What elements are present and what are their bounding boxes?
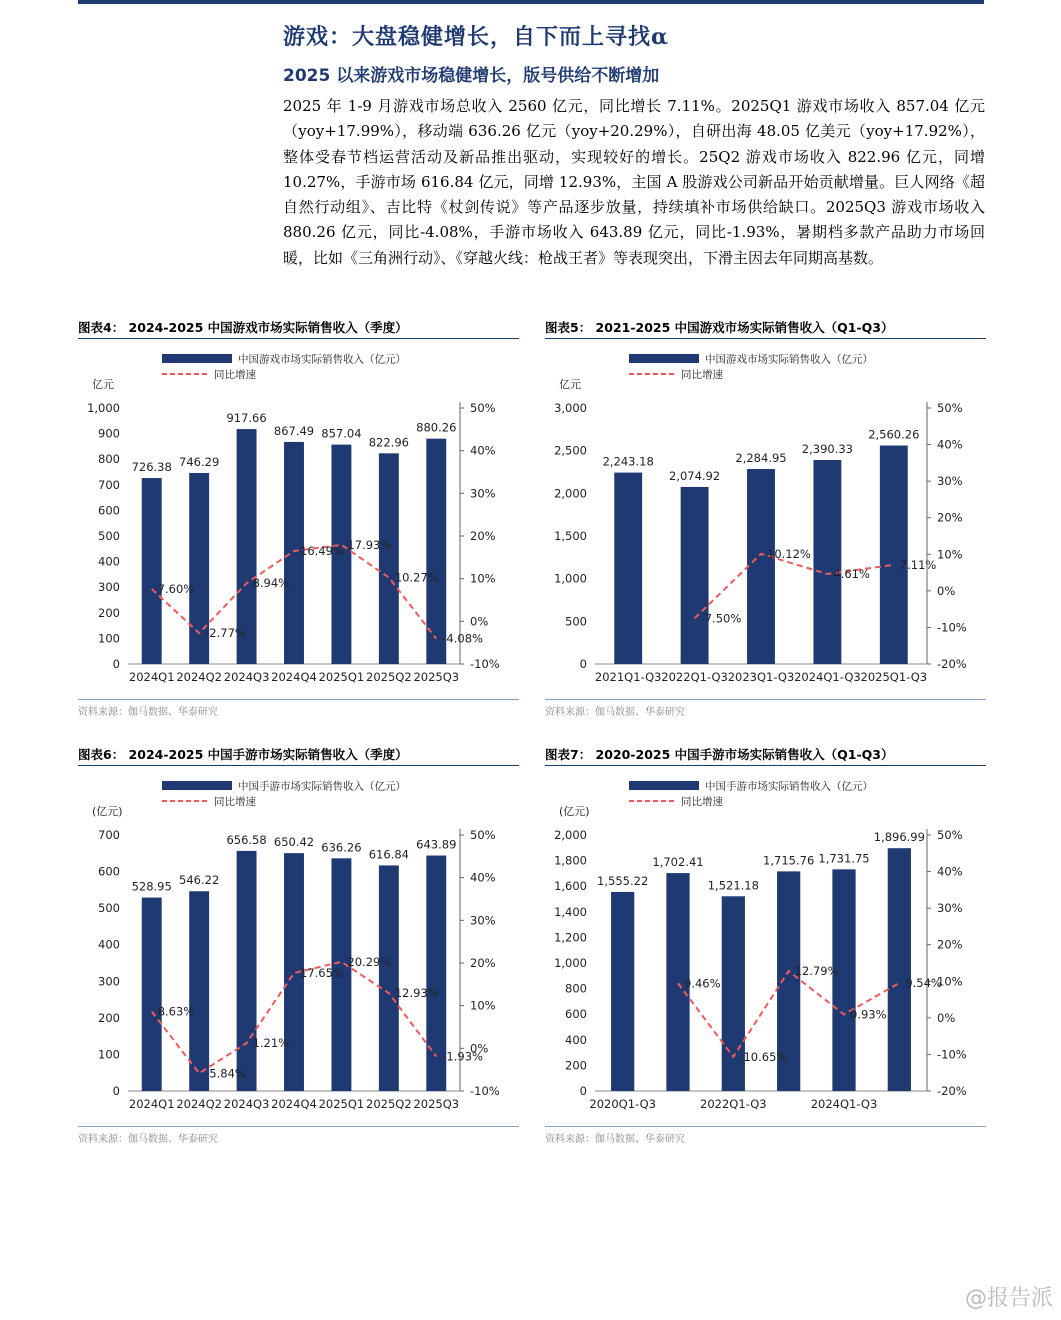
- y2-tick-label: 0%: [937, 1010, 956, 1025]
- growth-label: 1.21%: [252, 1036, 290, 1051]
- y-tick-label: 0: [579, 657, 587, 671]
- x-tick-label: 2024Q2: [176, 670, 222, 684]
- y-axis-unit: 亿元: [559, 378, 581, 391]
- bar-value-label: 2,390.33: [801, 442, 854, 457]
- source-rule: [545, 1126, 986, 1127]
- y2-tick-label: 10%: [937, 974, 963, 989]
- y-axis-unit: 亿元: [92, 378, 114, 391]
- y-tick-label: 1,000: [87, 401, 120, 415]
- y2-tick-label: 50%: [937, 828, 963, 842]
- y2-tick-label: 0%: [470, 1041, 489, 1056]
- legend-line-label: 同比增速: [214, 796, 256, 808]
- y-tick-label: 500: [98, 529, 120, 543]
- bar-value-label: 2,243.18: [602, 454, 654, 469]
- y2-tick-label: -10%: [470, 1084, 500, 1098]
- x-tick-label: 2024Q4: [271, 670, 317, 684]
- x-tick-label: 2021Q1-Q3: [594, 670, 662, 684]
- bar-value-label: 880.26: [416, 420, 457, 435]
- chart-panel-figure5: [545, 318, 986, 723]
- x-tick-label: 2024Q1-Q3: [810, 1097, 878, 1111]
- y-tick-label: 0: [579, 1084, 587, 1098]
- growth-label: -2.77%: [205, 626, 246, 641]
- y2-tick-label: 20%: [470, 529, 496, 543]
- legend-line-label: 同比增速: [214, 369, 256, 381]
- legend-bar-swatch: [629, 354, 699, 363]
- x-tick-label: 2024Q1: [128, 1097, 175, 1111]
- growth-label: 10.27%: [394, 570, 439, 585]
- legend-bar-swatch: [629, 781, 699, 790]
- bar: [880, 446, 908, 664]
- x-tick-label: 2022Q1-Q3: [700, 1097, 767, 1111]
- y-tick-label: 800: [565, 981, 587, 996]
- chart-panel-figure4: [78, 318, 519, 723]
- x-tick-label: 2020Q1-Q3: [589, 1097, 656, 1111]
- bar-value-label: 857.04: [321, 426, 362, 441]
- bar-value-label: 643.89: [416, 837, 457, 852]
- y-tick-label: 0: [112, 657, 120, 671]
- growth-label: 12.79%: [794, 964, 839, 979]
- growth-label: 20.29%: [347, 954, 392, 969]
- bar: [832, 869, 855, 1091]
- bar-value-label: 650.42: [273, 835, 315, 850]
- x-tick-label: 2023Q1-Q3: [727, 670, 795, 684]
- bar-value-label: 1,555.22: [597, 873, 649, 888]
- growth-label: 17.65%: [300, 966, 344, 981]
- y-tick-label: 2,000: [554, 828, 587, 842]
- x-tick-label: 2025Q1: [318, 670, 365, 684]
- legend-bar-label: 中国游戏市场实际销售收入（亿元）: [238, 353, 406, 366]
- bar-value-label: 1,702.41: [652, 855, 704, 870]
- body-paragraph: 2025 年 1-9 月游戏市场总收入 2560 亿元，同比增长 7.11%。2025Q1 游戏市场收入 857.04 亿元（yoy+17.99%），移动端 636.26 亿元（yoy+20.29%），自研出海 48.05 亿美元（yoy+17.92%），整体受春节档运营活动及新品推出驱动，实现较好的增长。25Q2 游戏市场收入 822.96 亿元，同增 10.27%，手游市场 616.84 亿元，同增 12.93%，主国 A 股游戏公司新品开始贡献增量。巨人网络《超自然行动组》、吉比特《杖剑传说》等产品逐步放量，持续填补市场供给缺口。2025Q3 游戏市场收入 880.26 亿元，同比-4.08%，手游市场收入 643.89 亿元，同比-1.93%，暑期档多款产品助力市场回暖，比如《三角洲行动》、《穿越火线：枪战王者》等表现突出，下滑主因去年同期高基数。: [283, 97, 985, 267]
- growth-label: -7.50%: [700, 611, 742, 626]
- y2-tick-label: 50%: [470, 828, 496, 842]
- growth-label: 16.49%: [300, 543, 344, 558]
- y-tick-label: 500: [98, 901, 120, 916]
- y-tick-label: 600: [98, 503, 120, 518]
- y2-tick-label: -20%: [937, 1084, 967, 1098]
- x-tick-label: 2024Q4: [271, 1097, 317, 1111]
- bar-value-label: 1,521.18: [707, 878, 759, 893]
- y2-tick-label: 30%: [470, 486, 496, 501]
- source-rule: [78, 699, 519, 700]
- x-tick-label: 2022Q1-Q3: [661, 670, 728, 684]
- chart-panel-figure6: [78, 745, 519, 1150]
- bar-value-label: 1,896.99: [873, 830, 925, 845]
- y-tick-label: 200: [98, 605, 120, 620]
- bar-value-label: 636.26: [321, 840, 362, 855]
- x-tick-label: 2025Q3: [413, 1097, 460, 1111]
- bar: [379, 453, 399, 664]
- growth-label: 0.93%: [850, 1007, 887, 1022]
- x-tick-label: 2024Q3: [223, 1097, 270, 1111]
- y-tick-label: 1,400: [554, 904, 587, 919]
- y2-tick-label: 20%: [470, 956, 496, 970]
- bar: [237, 851, 257, 1091]
- bar-value-label: 616.84: [368, 847, 409, 862]
- legend-bar-label: 中国手游市场实际销售收入（亿元）: [238, 780, 406, 793]
- title-rule: [78, 765, 519, 766]
- bar-value-label: 1,715.76: [763, 853, 815, 868]
- legend-line-label: 同比增速: [681, 369, 723, 381]
- y-tick-label: 500: [565, 614, 587, 629]
- y2-tick-label: 50%: [937, 401, 963, 415]
- growth-label: -5.84%: [205, 1066, 246, 1081]
- chart-panel-figure7: [545, 745, 986, 1150]
- y-tick-label: 2,000: [554, 486, 587, 501]
- bar: [747, 469, 775, 664]
- watermark-logo: @报告派: [964, 1286, 1053, 1311]
- legend-line-label: 同比增速: [681, 796, 723, 808]
- growth-label: 8.94%: [252, 576, 290, 591]
- bar: [888, 848, 911, 1091]
- y-axis-unit: (亿元): [92, 805, 123, 818]
- bar-value-label: 726.38: [131, 460, 172, 475]
- growth-label: 7.60%: [157, 581, 195, 596]
- bar: [189, 891, 209, 1091]
- title-rule: [545, 338, 986, 339]
- bar: [379, 865, 399, 1091]
- growth-label: 9.46%: [684, 976, 721, 991]
- y2-tick-label: -10%: [470, 657, 500, 671]
- y2-tick-label: 20%: [937, 937, 963, 952]
- chart-svg: [78, 769, 519, 1129]
- chart-source: 资料来源：伽马数据、华泰研究: [78, 707, 218, 718]
- y-tick-label: 1,000: [554, 571, 587, 586]
- y-tick-label: 3,000: [554, 401, 587, 415]
- growth-label: 17.93%: [347, 537, 392, 552]
- y-tick-label: 300: [98, 580, 120, 595]
- y2-tick-label: 40%: [937, 437, 963, 452]
- y-tick-label: 1,600: [554, 879, 587, 894]
- y2-tick-label: 10%: [470, 998, 496, 1013]
- y-tick-label: 200: [98, 1010, 120, 1025]
- growth-label: -1.93%: [442, 1049, 483, 1064]
- x-tick-label: 2024Q3: [223, 670, 270, 684]
- y-tick-label: 400: [98, 554, 120, 569]
- section-subheading: 2025 以来游戏市场稳健增长，版号供给不断增加: [283, 66, 660, 86]
- x-tick-label: 2025Q2: [366, 670, 412, 684]
- y-tick-label: 1,000: [554, 956, 587, 970]
- y-tick-label: 400: [565, 1032, 587, 1047]
- y-axis-unit: (亿元): [559, 805, 590, 818]
- y-tick-label: 1,800: [554, 853, 587, 868]
- y2-tick-label: 40%: [470, 443, 496, 458]
- chart-title: 图表6： 2024-2025 中国手游市场实际销售收入（季度）: [78, 747, 408, 762]
- y-tick-label: 400: [98, 937, 120, 952]
- y-tick-label: 900: [98, 426, 120, 441]
- growth-label: 4.61%: [833, 566, 870, 581]
- y2-tick-label: 0%: [470, 614, 489, 629]
- y-tick-label: 600: [565, 1007, 587, 1022]
- bar: [142, 478, 162, 664]
- x-tick-label: 2025Q2: [366, 1097, 412, 1111]
- legend-bar-swatch: [162, 781, 232, 790]
- growth-label: 7.11%: [899, 557, 937, 572]
- legend-bar-label: 中国游戏市场实际销售收入（亿元）: [705, 353, 873, 366]
- chart-svg: [545, 342, 986, 702]
- source-rule: [545, 699, 986, 700]
- bar: [813, 460, 841, 664]
- y2-tick-label: 50%: [470, 401, 496, 415]
- chart-title: 图表7： 2020-2025 中国手游市场实际销售收入（Q1-Q3）: [545, 747, 894, 762]
- growth-line: [695, 554, 894, 618]
- y2-tick-label: -10%: [937, 1047, 967, 1062]
- bar-value-label: 1,731.75: [818, 851, 870, 866]
- y2-tick-label: 40%: [470, 870, 496, 885]
- title-rule: [545, 765, 986, 766]
- chart-svg: [78, 342, 519, 702]
- chart-source: 资料来源：伽马数据、华泰研究: [78, 1134, 218, 1145]
- y-tick-label: 100: [98, 1047, 120, 1062]
- bar-value-label: 528.95: [131, 879, 172, 894]
- legend-bar-label: 中国手游市场实际销售收入（亿元）: [705, 780, 873, 793]
- y2-tick-label: -20%: [937, 657, 967, 671]
- y-tick-label: 600: [98, 864, 120, 879]
- y-tick-label: 1,500: [554, 529, 587, 543]
- growth-label: 8.63%: [157, 1004, 195, 1019]
- y-tick-label: 0: [112, 1084, 120, 1098]
- chart-svg: [545, 769, 986, 1129]
- legend-bar-swatch: [162, 354, 232, 363]
- y2-tick-label: 10%: [937, 547, 963, 562]
- y-tick-label: 2,500: [554, 443, 587, 458]
- bar-value-label: 2,284.95: [735, 451, 787, 466]
- source-rule: [78, 1126, 519, 1127]
- y2-tick-label: 20%: [937, 510, 963, 525]
- page-heading: 游戏：大盘稳健增长，自下而上寻找α: [283, 24, 669, 50]
- growth-label: -4.08%: [442, 631, 483, 646]
- y-tick-label: 700: [98, 828, 120, 842]
- bar: [681, 487, 709, 664]
- title-rule: [78, 338, 519, 339]
- bar: [142, 898, 162, 1091]
- y-tick-label: 800: [98, 452, 120, 467]
- bar-value-label: 867.49: [273, 423, 315, 438]
- bar-value-label: 546.22: [179, 873, 220, 888]
- y-tick-label: 200: [565, 1058, 587, 1073]
- growth-label: -10.65%: [739, 1049, 788, 1064]
- x-tick-label: 2025Q3: [413, 670, 460, 684]
- y-tick-label: 1,200: [554, 930, 587, 945]
- bar-value-label: 2,560.26: [868, 427, 920, 442]
- chart-title: 图表4： 2024-2025 中国游戏市场实际销售收入（季度）: [78, 320, 408, 335]
- y2-tick-label: -10%: [937, 620, 967, 635]
- growth-label: 12.93%: [394, 986, 439, 1001]
- y-tick-label: 100: [98, 631, 120, 646]
- y2-tick-label: 30%: [937, 474, 963, 489]
- x-tick-label: 2024Q1: [128, 670, 175, 684]
- y2-tick-label: 10%: [470, 571, 496, 586]
- x-tick-label: 2025Q1: [318, 1097, 365, 1111]
- bar-value-label: 2,074.92: [668, 468, 721, 483]
- x-tick-label: 2024Q2: [176, 1097, 222, 1111]
- bar-value-label: 917.66: [226, 411, 267, 426]
- x-tick-label: 2025Q1-Q3: [860, 670, 928, 684]
- chart-source: 资料来源：伽马数据、华泰研究: [545, 1134, 685, 1145]
- chart-source: 资料来源：伽马数据、华泰研究: [545, 707, 685, 718]
- bar-value-label: 746.29: [179, 454, 220, 469]
- bar-value-label: 656.58: [226, 832, 267, 847]
- x-tick-label: 2024Q1-Q3: [794, 670, 861, 684]
- bar: [611, 892, 634, 1091]
- top-rule: [78, 0, 984, 4]
- bar-value-label: 822.96: [368, 435, 409, 450]
- y2-tick-label: 30%: [937, 901, 963, 916]
- chart-title: 图表5： 2021-2025 中国游戏市场实际销售收入（Q1-Q3）: [545, 320, 894, 335]
- y-tick-label: 700: [98, 477, 120, 492]
- growth-label: 9.54%: [905, 975, 942, 990]
- y2-tick-label: 40%: [937, 864, 963, 879]
- y2-tick-label: 0%: [937, 583, 956, 598]
- y2-tick-label: 30%: [470, 913, 496, 928]
- growth-label: 10.12%: [767, 546, 811, 561]
- y-tick-label: 300: [98, 974, 120, 989]
- bar: [614, 473, 642, 664]
